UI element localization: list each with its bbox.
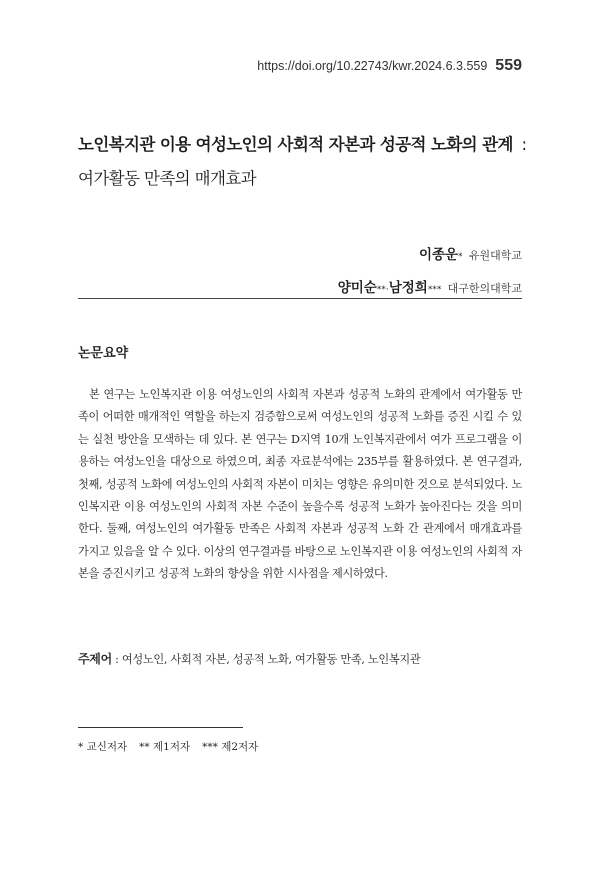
page-header <box>257 57 522 75</box>
keywords <box>78 650 538 667</box>
author-line-2: 양미순**·남정희*** 대구한의대학교 <box>337 280 522 296</box>
page-number: 559 <box>495 57 522 74</box>
keywords-label: 주제어 <box>78 652 112 666</box>
paper-title <box>78 128 538 196</box>
footnote-item: ** 제1저자 <box>139 741 191 753</box>
author-mark: ** <box>376 285 386 295</box>
abstract-heading: 논문요약 <box>78 346 129 361</box>
keywords-separator: : <box>115 653 119 666</box>
author-list <box>338 240 522 306</box>
footnotes <box>78 739 258 754</box>
author-mark: * <box>458 252 463 262</box>
author-line-1 <box>338 240 522 273</box>
author-name: 남정희 <box>388 280 428 296</box>
abstract-body: 본 연구는 노인복지관 이용 여성노인의 사회적 자본과 성공적 노화의 관계에서 여가활동 만족이 어떠한 매개적인 역할을 하는지 검증함으로써 여성노인의 성공적 노화를 증진 시킬 수 있는 실천 방안을 모색하는 데 있다. 본 연구는 D지역 10개 노인복지관에서 여가 프로그램을 이용하는 여성노인을 대상으로 하였으며, 최종 자료분석에는 235부를 활용하였다. 본 연구결과, 첫째, 성공적 노화에 여성노인의 사회적 자본이 미치는 영향은 유의미한 것으로 분석되었다. 노인복지관 이용 여성노인의 사회적 자본 수준이 높을수록 성공적 노화가 높아진다는 것을 의미한다. 둘째, 여성노인의 여가활동 만족은 사회적 자본과 성공적 노화 간 관계에서 매개효과를 가지고 있음을 알 수 있다. 이상의 연구결과를 바탕으로 노인복지관 이용 여성노인의 사회적 자본을 증진시키고 성공적 노화의 향상을 위한 시사점을 제시하였다. <box>78 388 522 581</box>
author-mark: *** <box>427 285 442 295</box>
author-affiliation: 대구한의대학교 <box>447 282 522 295</box>
author-affiliation: 유원대학교 <box>468 249 522 262</box>
keywords-text: 여성노인, 사회적 자본, 성공적 노화, 여가활동 만족, 노인복지관 <box>121 653 421 666</box>
title-subtitle: 여가활동 만족의 매개효과 <box>78 169 257 188</box>
title-separator: : <box>521 135 527 154</box>
doi-link[interactable]: https://doi.org/10.22743/kwr.2024.6.3.559 <box>257 59 488 73</box>
header-divider <box>78 298 522 299</box>
title-main: 노인복지관 이용 여성노인의 사회적 자본과 성공적 노화의 관계 <box>78 135 513 154</box>
author-name: 양미순 <box>337 280 377 296</box>
footnote-item: * 교신저자 <box>78 741 128 753</box>
footnote-divider <box>78 727 243 728</box>
footnote-item: *** 제2저자 <box>202 741 259 753</box>
author-name: 이종운 <box>418 247 459 263</box>
